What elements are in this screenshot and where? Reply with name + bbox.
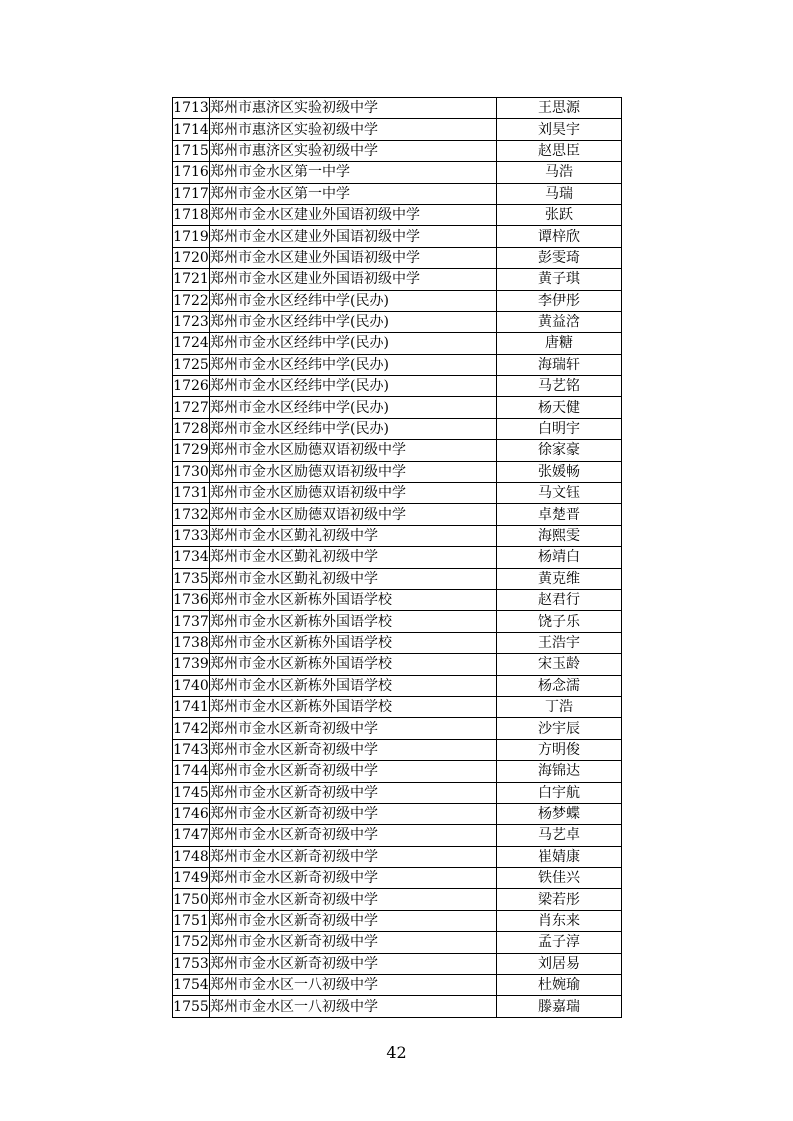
table-row [173, 761, 622, 782]
school-name: 郑州市金水区建业外国语初级中学 [210, 226, 497, 247]
school-name: 郑州市金水区经纬中学(民办) [210, 376, 497, 397]
school-name: 郑州市惠济区实验初级中学 [210, 98, 497, 119]
row-number: 1713 [173, 98, 210, 119]
table-row [173, 525, 622, 546]
table-row [173, 183, 622, 204]
row-number: 1721 [173, 269, 210, 290]
student-name: 方明俊 [497, 739, 622, 760]
table-row [173, 718, 622, 739]
school-name: 郑州市金水区新奇初级中学 [210, 761, 497, 782]
school-name: 郑州市金水区新奇初级中学 [210, 889, 497, 910]
school-name: 郑州市金水区经纬中学(民办) [210, 397, 497, 418]
school-name: 郑州市金水区建业外国语初级中学 [210, 204, 497, 225]
school-name: 郑州市金水区励德双语初级中学 [210, 440, 497, 461]
row-number: 1735 [173, 568, 210, 589]
row-number: 1747 [173, 825, 210, 846]
student-name: 梁若彤 [497, 889, 622, 910]
table-row [173, 589, 622, 610]
student-name: 王思源 [497, 98, 622, 119]
table-row [173, 440, 622, 461]
school-name: 郑州市金水区经纬中学(民办) [210, 333, 497, 354]
student-name: 杨念濡 [497, 675, 622, 696]
school-name: 郑州市金水区经纬中学(民办) [210, 311, 497, 332]
school-name: 郑州市金水区新栋外国语学校 [210, 654, 497, 675]
table-row [173, 98, 622, 119]
row-number: 1732 [173, 504, 210, 525]
row-number: 1730 [173, 461, 210, 482]
table-row [173, 696, 622, 717]
school-name: 郑州市金水区新奇初级中学 [210, 718, 497, 739]
row-number: 1750 [173, 889, 210, 910]
table-row [173, 611, 622, 632]
school-name: 郑州市金水区勤礼初级中学 [210, 525, 497, 546]
table-row [173, 568, 622, 589]
student-name: 黄益浛 [497, 311, 622, 332]
student-name: 饶子乐 [497, 611, 622, 632]
table-row [173, 975, 622, 996]
row-number: 1725 [173, 354, 210, 375]
row-number: 1743 [173, 739, 210, 760]
row-number: 1722 [173, 290, 210, 311]
student-name: 海瑞轩 [497, 354, 622, 375]
student-name: 马艺铭 [497, 376, 622, 397]
row-number: 1736 [173, 589, 210, 610]
row-number: 1720 [173, 247, 210, 268]
table-row [173, 397, 622, 418]
table-row [173, 162, 622, 183]
table-row [173, 846, 622, 867]
student-name: 崔婧康 [497, 846, 622, 867]
school-name: 郑州市金水区新栋外国语学校 [210, 675, 497, 696]
school-name: 郑州市金水区新奇初级中学 [210, 932, 497, 953]
student-name: 张跃 [497, 204, 622, 225]
student-name: 徐家豪 [497, 440, 622, 461]
school-name: 郑州市金水区新奇初级中学 [210, 910, 497, 931]
school-name: 郑州市金水区新栋外国语学校 [210, 611, 497, 632]
school-name: 郑州市金水区经纬中学(民办) [210, 418, 497, 439]
school-name: 郑州市金水区新奇初级中学 [210, 803, 497, 824]
row-number: 1717 [173, 183, 210, 204]
school-name: 郑州市金水区经纬中学(民办) [210, 354, 497, 375]
student-name: 白宇航 [497, 782, 622, 803]
student-name: 王浩宇 [497, 632, 622, 653]
student-name: 宋玉龄 [497, 654, 622, 675]
student-name: 马艺卓 [497, 825, 622, 846]
student-name: 黄克维 [497, 568, 622, 589]
school-name: 郑州市金水区励德双语初级中学 [210, 504, 497, 525]
student-name: 海锦达 [497, 761, 622, 782]
row-number: 1739 [173, 654, 210, 675]
school-name: 郑州市金水区新栋外国语学校 [210, 589, 497, 610]
row-number: 1723 [173, 311, 210, 332]
school-name: 郑州市金水区励德双语初级中学 [210, 483, 497, 504]
table-row [173, 868, 622, 889]
student-name: 刘昊宇 [497, 119, 622, 140]
student-name: 谭梓欣 [497, 226, 622, 247]
table-row [173, 483, 622, 504]
table-row [173, 825, 622, 846]
school-name: 郑州市金水区建业外国语初级中学 [210, 269, 497, 290]
school-name: 郑州市惠济区实验初级中学 [210, 119, 497, 140]
row-number: 1749 [173, 868, 210, 889]
row-number: 1740 [173, 675, 210, 696]
school-name: 郑州市金水区新栋外国语学校 [210, 632, 497, 653]
student-name: 李伊彤 [497, 290, 622, 311]
row-number: 1752 [173, 932, 210, 953]
school-name: 郑州市金水区第一中学 [210, 183, 497, 204]
row-number: 1748 [173, 846, 210, 867]
student-name: 丁浩 [497, 696, 622, 717]
table-row [173, 354, 622, 375]
table-row [173, 504, 622, 525]
row-number: 1726 [173, 376, 210, 397]
table-row [173, 910, 622, 931]
table-row [173, 119, 622, 140]
table-row [173, 461, 622, 482]
table-row [173, 547, 622, 568]
student-name: 肖东来 [497, 910, 622, 931]
student-name: 刘居易 [497, 953, 622, 974]
row-number: 1714 [173, 119, 210, 140]
school-name: 郑州市金水区励德双语初级中学 [210, 461, 497, 482]
school-name: 郑州市金水区新奇初级中学 [210, 739, 497, 760]
row-number: 1729 [173, 440, 210, 461]
student-name: 滕嘉瑞 [497, 996, 622, 1017]
school-name: 郑州市金水区第一中学 [210, 162, 497, 183]
student-name: 杨梦蝶 [497, 803, 622, 824]
student-name: 铁佳兴 [497, 868, 622, 889]
student-name: 张媛畅 [497, 461, 622, 482]
row-number: 1718 [173, 204, 210, 225]
student-name: 黄子琪 [497, 269, 622, 290]
row-number: 1728 [173, 418, 210, 439]
row-number: 1754 [173, 975, 210, 996]
row-number: 1733 [173, 525, 210, 546]
school-name: 郑州市金水区新奇初级中学 [210, 868, 497, 889]
student-name: 卓楚晋 [497, 504, 622, 525]
school-name: 郑州市惠济区实验初级中学 [210, 140, 497, 161]
school-name: 郑州市金水区建业外国语初级中学 [210, 247, 497, 268]
row-number: 1724 [173, 333, 210, 354]
table-row [173, 932, 622, 953]
student-name: 马瑞 [497, 183, 622, 204]
school-name: 郑州市金水区新奇初级中学 [210, 825, 497, 846]
school-name: 郑州市金水区新奇初级中学 [210, 782, 497, 803]
student-name: 白明宇 [497, 418, 622, 439]
school-name: 郑州市金水区勤礼初级中学 [210, 568, 497, 589]
student-name: 海熙雯 [497, 525, 622, 546]
table-row [173, 333, 622, 354]
row-number: 1737 [173, 611, 210, 632]
table-row [173, 654, 622, 675]
student-name: 马文钰 [497, 483, 622, 504]
row-number: 1716 [173, 162, 210, 183]
row-number: 1731 [173, 483, 210, 504]
row-number: 1745 [173, 782, 210, 803]
school-name: 郑州市金水区经纬中学(民办) [210, 290, 497, 311]
table-row [173, 782, 622, 803]
table-row [173, 996, 622, 1017]
row-number: 1751 [173, 910, 210, 931]
row-number: 1719 [173, 226, 210, 247]
student-name: 沙宇辰 [497, 718, 622, 739]
student-name: 杜婉瑜 [497, 975, 622, 996]
row-number: 1755 [173, 996, 210, 1017]
student-name: 赵思臣 [497, 140, 622, 161]
school-name: 郑州市金水区一八初级中学 [210, 975, 497, 996]
table-row [173, 204, 622, 225]
row-number: 1742 [173, 718, 210, 739]
table-row [173, 140, 622, 161]
table-row [173, 290, 622, 311]
roster-table-body [173, 98, 622, 1018]
student-name: 赵君行 [497, 589, 622, 610]
student-name: 彭雯琦 [497, 247, 622, 268]
table-row [173, 675, 622, 696]
row-number: 1727 [173, 397, 210, 418]
table-row [173, 247, 622, 268]
student-name: 杨靖白 [497, 547, 622, 568]
page-number: 42 [386, 1043, 407, 1062]
roster-table [172, 97, 622, 1018]
row-number: 1734 [173, 547, 210, 568]
row-number: 1744 [173, 761, 210, 782]
table-row [173, 311, 622, 332]
student-name: 马浩 [497, 162, 622, 183]
school-name: 郑州市金水区新栋外国语学校 [210, 696, 497, 717]
table-row [173, 803, 622, 824]
row-number: 1741 [173, 696, 210, 717]
table-row [173, 418, 622, 439]
table-row [173, 632, 622, 653]
school-name: 郑州市金水区新奇初级中学 [210, 953, 497, 974]
student-name: 杨天健 [497, 397, 622, 418]
table-row [173, 953, 622, 974]
table-row [173, 889, 622, 910]
row-number: 1715 [173, 140, 210, 161]
school-name: 郑州市金水区勤礼初级中学 [210, 547, 497, 568]
student-name: 唐糖 [497, 333, 622, 354]
row-number: 1753 [173, 953, 210, 974]
student-name: 孟子淳 [497, 932, 622, 953]
table-row [173, 376, 622, 397]
row-number: 1746 [173, 803, 210, 824]
table-row [173, 269, 622, 290]
table-row [173, 739, 622, 760]
school-name: 郑州市金水区新奇初级中学 [210, 846, 497, 867]
school-name: 郑州市金水区一八初级中学 [210, 996, 497, 1017]
table-row [173, 226, 622, 247]
row-number: 1738 [173, 632, 210, 653]
